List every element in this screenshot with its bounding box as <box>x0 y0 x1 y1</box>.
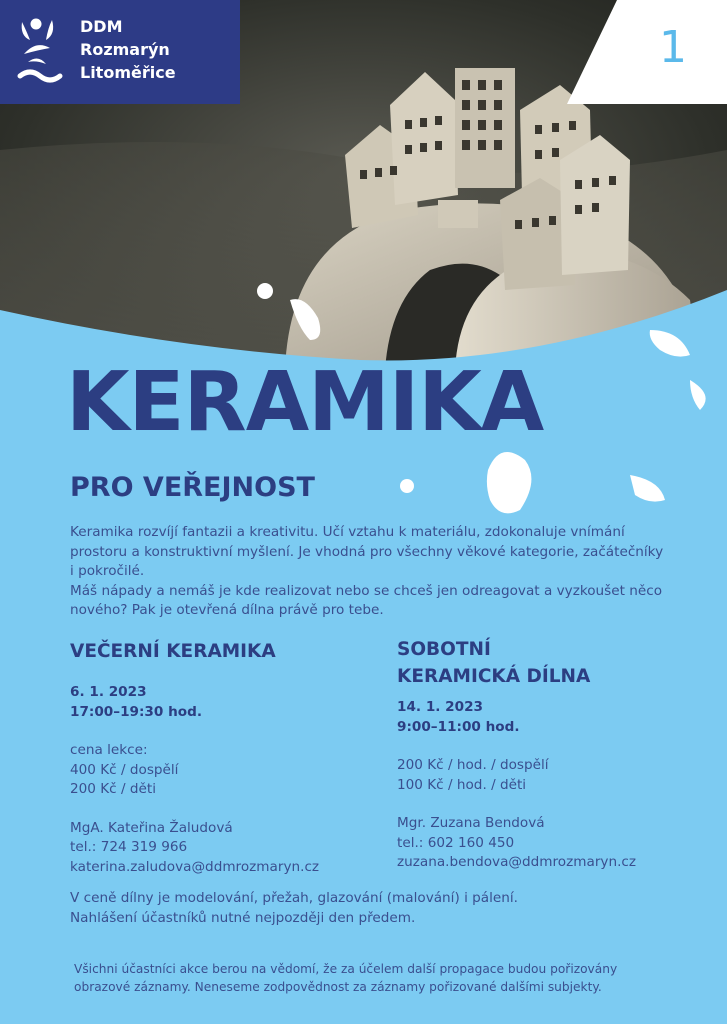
intro-text <box>70 523 670 621</box>
saturday-email: zuzana.bendova@ddmrozmaryn.cz <box>397 854 636 870</box>
saturday-date: 14. 1. 2023 <box>397 699 484 715</box>
logo-line-rozmaryn: Rozmarýn <box>80 40 170 59</box>
intro-paragraph-2: Máš nápady a nemáš je kde realizovat nebo se chceš jen odreagovat a vyzkoušet něco nového? Pak je otevřená dílna právě pro tebe. <box>70 582 663 618</box>
badge-number: 1 <box>659 22 687 73</box>
disclaimer-line-1: Všichni účastníci akce berou na vědomí, že za účelem další propagace budou pořizovány <box>74 962 618 976</box>
ddm-logo-icon <box>16 14 68 88</box>
logo-line-litomerice: Litoměřice <box>80 63 176 82</box>
saturday-heading-line2: KERAMICKÁ DÍLNA <box>397 666 591 687</box>
logo-text <box>80 15 176 84</box>
evening-heading: VEČERNÍ KERAMIKA <box>70 641 276 662</box>
saturday-teacher: Mgr. Zuzana Bendová <box>397 815 545 831</box>
saturday-price-child: 100 Kč / hod. / děti <box>397 776 527 793</box>
disclaimer <box>74 960 694 996</box>
evening-price-adult: 400 Kč / dospělí <box>70 761 179 778</box>
evening-section <box>70 638 380 877</box>
saturday-price-adult: 200 Kč / hod. / dospělí <box>397 757 549 773</box>
logo-line-ddm: DDM <box>80 17 123 36</box>
evening-price-child: 200 Kč / děti <box>70 781 156 797</box>
logo-block <box>0 0 240 104</box>
petal-shape-4 <box>487 452 532 513</box>
intro-paragraph-1: Keramika rozvíjí fantazii a kreativitu. Učí vztahu k materiálu, zdokonaluje vnímání prostoru a konstruktivní myšlení. Je vhodná pro všechny věkové kategorie, začátečníky i pokročilé. <box>70 524 664 579</box>
number-badge <box>567 0 727 104</box>
saturday-section <box>397 636 707 873</box>
evening-phone: tel.: 724 319 966 <box>70 839 188 855</box>
footer-note <box>70 889 690 928</box>
page-subtitle: PRO VEŘEJNOST <box>70 472 315 503</box>
evening-email: katerina.zaludova@ddmrozmaryn.cz <box>70 858 320 875</box>
petal-shape-5 <box>630 475 665 502</box>
footer-note-line-2: Nahlášení účastníků nutné nejpozději den předem. <box>70 909 416 926</box>
dot-shape-2 <box>400 479 414 493</box>
disclaimer-line-2: obrazové záznamy. Neneseme zodpovědnost za záznamy pořizované dalšími subjekty. <box>74 980 602 994</box>
badge-shape <box>567 0 727 104</box>
page-title: KERAMIKA <box>66 355 544 450</box>
saturday-time: 9:00–11:00 hod. <box>397 718 520 735</box>
evening-teacher: MgA. Kateřina Žaludová <box>70 819 233 836</box>
evening-price-label: cena lekce: <box>70 742 148 758</box>
saturday-phone: tel.: 602 160 450 <box>397 834 515 851</box>
evening-time: 17:00–19:30 hod. <box>70 703 202 720</box>
saturday-heading-line1: SOBOTNÍ <box>397 639 491 660</box>
footer-note-line-1: V ceně dílny je modelování, přežah, glazování (malování) i pálení. <box>70 890 518 906</box>
evening-date: 6. 1. 2023 <box>70 684 147 700</box>
